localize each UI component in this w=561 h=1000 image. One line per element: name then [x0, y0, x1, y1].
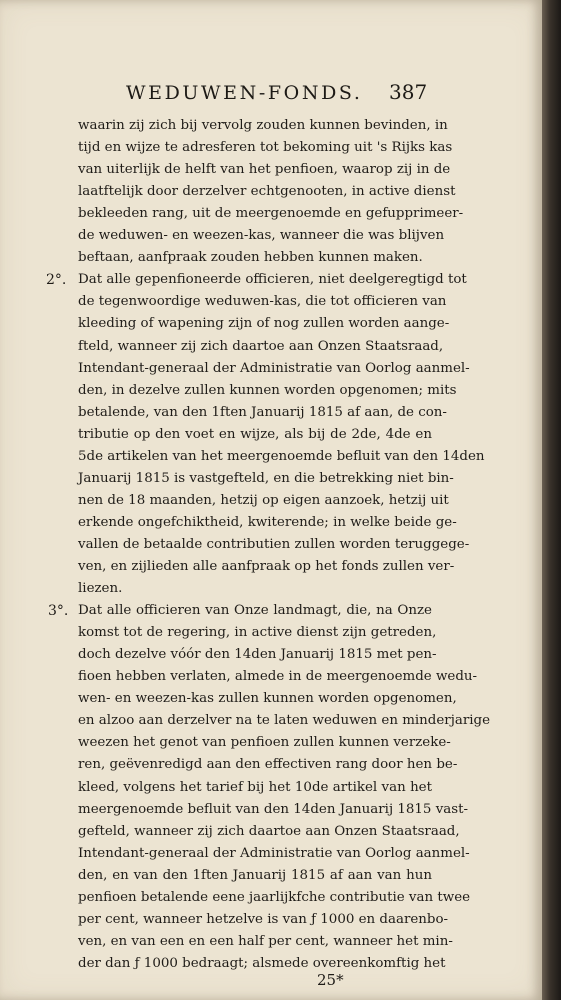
item-marker-3: 3°.	[48, 603, 69, 619]
text-line: doch dezelve vóór den 14den Januarij 1815 met pen-	[78, 647, 437, 662]
text-line: beftaan, aanfpraak zouden hebben kunnen maken.	[78, 250, 423, 265]
text-line: Dat alle officieren van Onze landmagt, die, na Onze	[78, 603, 432, 618]
text-line: kleeding of wapening zijn of nog zullen worden aange-	[78, 316, 450, 331]
text-line: Intendant-generaal der Administratie van Oorlog aanmel-	[78, 361, 470, 376]
text-line: gefteld, wanneer zij zich daartoe aan Onzen Staatsraad,	[78, 824, 460, 839]
text-line: per cent, wanneer hetzelve is van ƒ 1000 en daarenbo-	[78, 912, 449, 927]
text-line: wen- en weezen-kas zullen kunnen worden opgenomen,	[78, 691, 457, 706]
text-line: betalende, van den 1ften Januarij 1815 af aan, de con-	[78, 405, 447, 420]
text-line: tributie op den voet en wijze, als bij de 2de, 4de en	[78, 427, 432, 442]
text-line: den, en van den 1ften Januarij 1815 af aan van hun	[78, 868, 432, 883]
text-line: laatftelijk door derzelver echtgenooten, in active dienst	[78, 184, 456, 199]
text-line: Intendant-generaal der Administratie van Oorlog aanmel-	[78, 846, 470, 861]
text-line: den, in dezelve zullen kunnen worden opgenomen; mits	[78, 383, 457, 398]
page-number: 387	[389, 80, 428, 104]
text-line: en alzoo aan derzelver na te laten weduwen en minderjarige	[78, 713, 491, 728]
text-line: weezen het genot van penfioen zullen kunnen verzeke-	[78, 735, 451, 750]
text-line: penfioen betalende eene jaarlijkfche contributie van twee	[78, 890, 471, 905]
text-line: de weduwen- en weezen-kas, wanneer die was blijven	[78, 228, 445, 243]
book-edge	[542, 0, 561, 1000]
text-line: komst tot de regering, in active dienst zijn getreden,	[78, 625, 437, 640]
text-line: ven, en zijlieden alle aanfpraak op het fonds zullen ver-	[78, 559, 455, 574]
text-line: erkende ongefchiktheid, kwiterende; in welke beide ge-	[78, 515, 457, 530]
running-head: WEDUWEN-FONDS.	[126, 82, 363, 104]
text-line: der dan ƒ 1000 bedraagt; alsmede overeenkomftig het	[78, 956, 446, 971]
text-line: bekleeden rang, uit de meergenoemde en gefupprimeer-	[78, 206, 464, 221]
item-marker-2: 2°.	[46, 272, 67, 288]
text-line: Dat alle gepenfioneerde officieren, niet deelgeregtigd tot	[78, 272, 467, 287]
text-line: ven, en van een en een half per cent, wanneer het min-	[78, 934, 453, 949]
text-line: fioen hebben verlaten, almede in de meergenoemde wedu-	[78, 669, 478, 684]
text-line: 5de artikelen van het meergenoemde befluit van den 14den	[78, 449, 485, 464]
text-line: van uiterlijk de helft van het penfioen, waarop zij in de	[78, 162, 451, 177]
text-line: kleed, volgens het tarief bij het 10de artikel van het	[78, 780, 432, 795]
text-line: liezen.	[78, 581, 123, 596]
text-line: de tegenwoordige weduwen-kas, die tot officieren van	[78, 294, 447, 309]
text-line: waarin zij zich bij vervolg zouden kunnen bevinden, in	[78, 118, 448, 133]
text-line: ren, geëvenredigd aan den effectiven rang door hen be-	[78, 757, 458, 772]
text-line: tijd en wijze te adresferen tot bekoming uit 's Rijks kas	[78, 140, 453, 155]
text-line: fteld, wanneer zij zich daartoe aan Onzen Staatsraad,	[78, 339, 444, 354]
text-line: nen de 18 maanden, hetzij op eigen aanzoek, hetzij uit	[78, 493, 449, 508]
text-line: meergenoemde befluit van den 14den Januarij 1815 vast-	[78, 802, 469, 817]
signature-mark: 25*	[317, 971, 344, 989]
text-line: vallen de betaalde contributien zullen worden teruggege-	[78, 537, 470, 552]
text-line: Januarij 1815 is vastgefteld, en die betrekking niet bin-	[78, 471, 454, 486]
